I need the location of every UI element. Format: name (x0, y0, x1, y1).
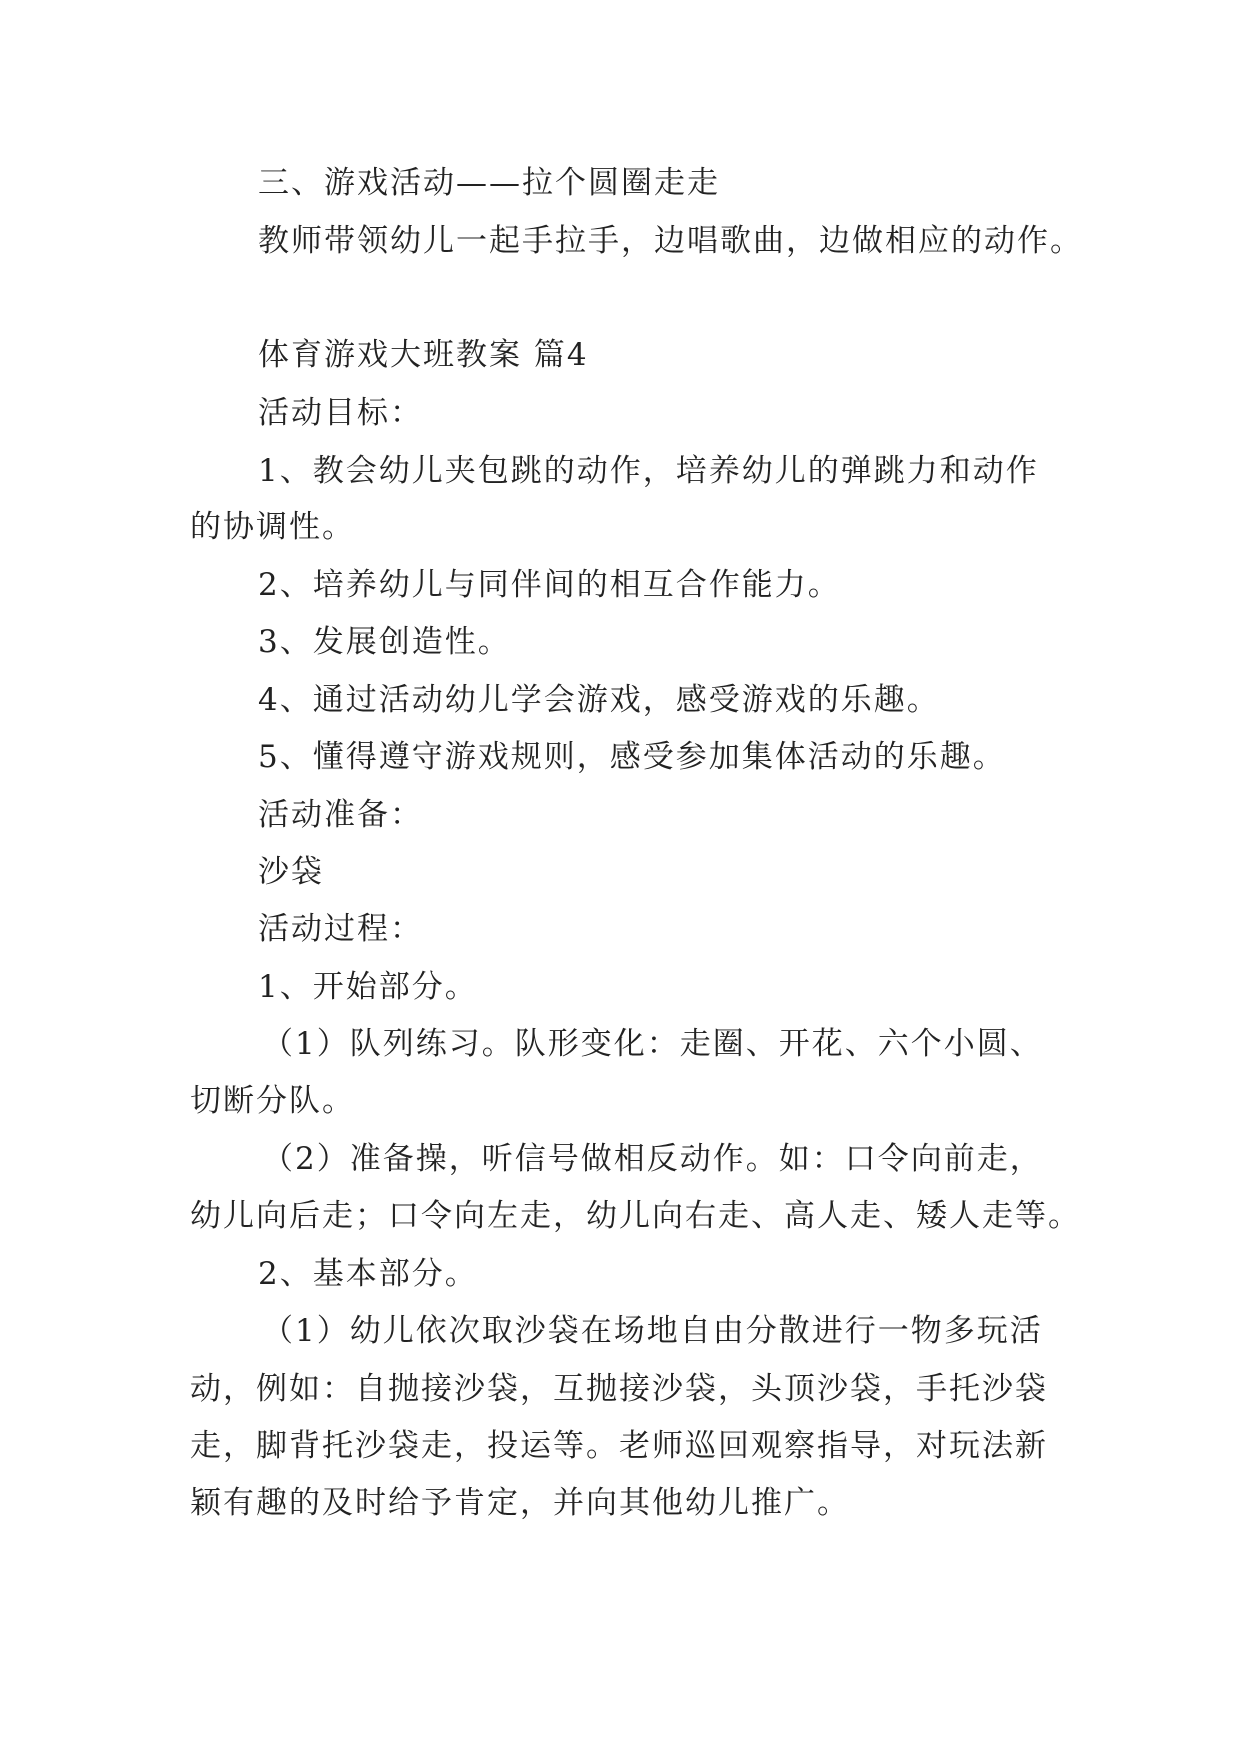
paragraph-line: 教师带领幼儿一起手拉手，边唱歌曲，边做相应的动作。 (258, 223, 1083, 259)
goal-item-4: 4、通过活动幼儿学会游戏，感受游戏的乐趣。 (258, 682, 940, 718)
goal-item-1-cont: 的协调性。 (190, 509, 355, 545)
process-step-2: 2、基本部分。 (258, 1256, 478, 1292)
lesson-title: 体育游戏大班教案 篇4 (258, 337, 589, 373)
goal-item-3: 3、发展创造性。 (258, 624, 511, 660)
process-step-1-2: （2）准备操，听信号做相反动作。如：口令向前走， (262, 1141, 1043, 1177)
process-step-1: 1、开始部分。 (258, 969, 478, 1005)
goal-item-1: 1、教会幼儿夹包跳的动作，培养幼儿的弹跳力和动作 (258, 453, 1039, 489)
process-step-2-1-cont: 走，脚背托沙袋走，投运等。老师巡回观察指导，对玩法新 (190, 1428, 1048, 1464)
subheading-process: 活动过程： (258, 911, 423, 947)
process-step-2-1-cont: 动，例如：自抛接沙袋，互抛接沙袋，头顶沙袋，手托沙袋 (190, 1371, 1048, 1407)
process-step-2-1-cont: 颖有趣的及时给予肯定，并向其他幼儿推广。 (190, 1485, 850, 1521)
process-step-1-1: （1）队列练习。队形变化：走圈、开花、六个小圆、 (262, 1026, 1043, 1062)
goal-item-5: 5、懂得遵守游戏规则，感受参加集体活动的乐趣。 (258, 739, 1006, 775)
goal-item-2: 2、培养幼儿与同伴间的相互合作能力。 (258, 567, 841, 603)
subheading-goals: 活动目标： (258, 395, 423, 431)
subheading-preparation: 活动准备： (258, 797, 423, 833)
process-step-1-1-cont: 切断分队。 (190, 1083, 355, 1119)
process-step-1-2-cont: 幼儿向后走；口令向左走，幼儿向右走、高人走、矮人走等。 (190, 1198, 1081, 1234)
process-step-2-1: （1）幼儿依次取沙袋在场地自由分散进行一物多玩活 (262, 1313, 1043, 1349)
section-heading-game: 三、游戏活动——拉个圆圈走走 (258, 165, 720, 201)
preparation-item: 沙袋 (258, 854, 324, 890)
